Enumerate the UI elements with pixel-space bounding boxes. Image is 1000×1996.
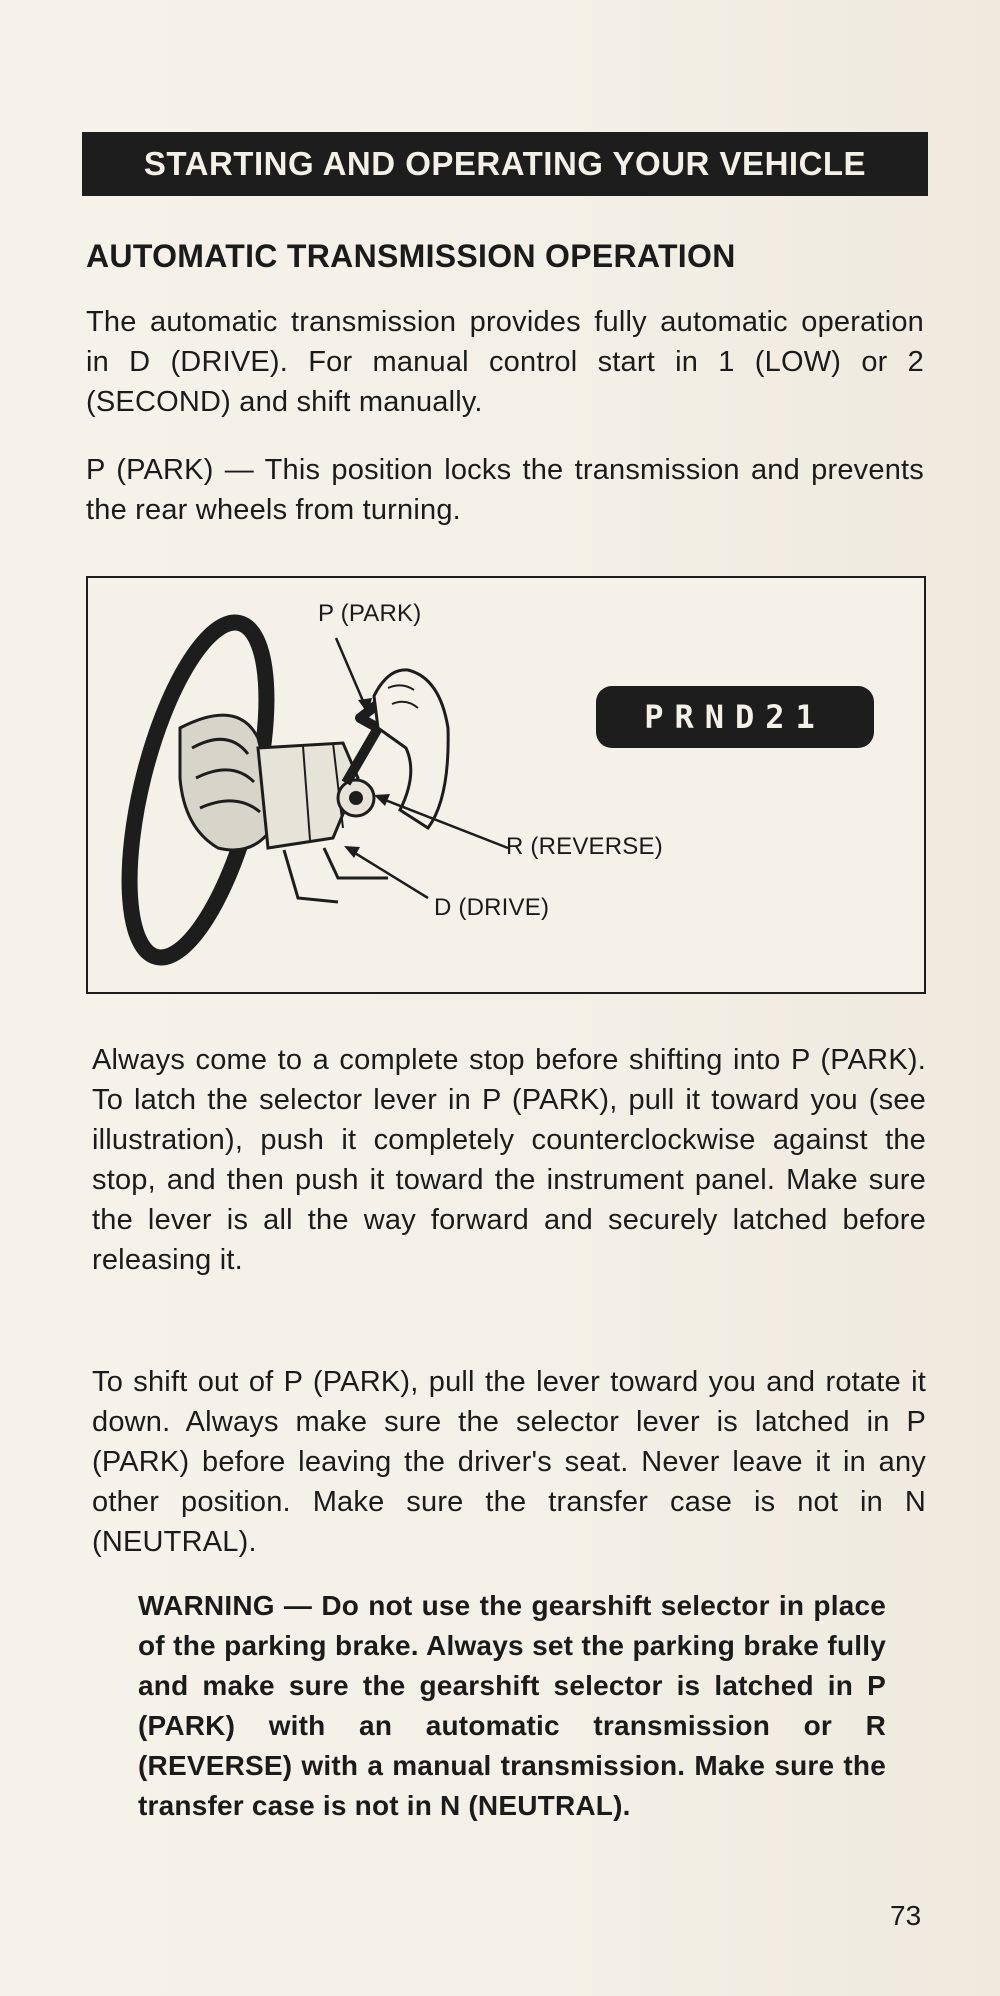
- gear-selector-illustration: [86, 576, 926, 994]
- page-number: 73: [890, 1900, 922, 1931]
- park-paragraph: P (PARK) — This position locks the transmission and prevents the rear wheels from turning.: [86, 454, 924, 526]
- latch-paragraph: Always come to a complete stop before shifting into P (PARK). To latch the selector lever in P (PARK), pull it toward you (see illustration), push it completely counterclockwise against the stop, and then push it toward the instrument panel. Make sure the lever is all the way forward and securely latched before releasing it.: [92, 1044, 926, 1276]
- prnd-indicator-text: PRND21: [644, 698, 826, 736]
- prnd-indicator: [596, 686, 874, 748]
- label-park: P (PARK): [318, 600, 422, 627]
- shift-out-paragraph: To shift out of P (PARK), pull the lever toward you and rotate it down. Always make sure the selector lever is latched in P (PARK) before leaving the driver's seat. Never leave it in any other position. Make sure the transfer case is not in N (NEUTRAL).: [92, 1366, 926, 1558]
- intro-paragraph: The automatic transmission provides fully automatic operation in D (DRIVE). For manual control start in 1 (LOW) or 2 (SECOND) and shift manually.: [86, 306, 924, 418]
- steering-wheel-gear-selector-icon: [88, 578, 924, 992]
- section-header-title: STARTING AND OPERATING YOUR VEHICLE: [143, 145, 867, 182]
- warning-notice: WARNING — Do not use the gearshift selector in place of the parking brake. Always set the parking brake fully and make sure the gearshift selector is latched in P (PARK) with an automatic transmission or R (REVERSE) with a manual transmission. Make sure the transfer case is not in N (NEUTRAL).: [138, 1590, 886, 1821]
- label-drive: D (DRIVE): [434, 894, 550, 921]
- page-title: AUTOMATIC TRANSMISSION OPERATION: [86, 238, 736, 274]
- label-reverse: R (REVERSE): [506, 833, 663, 860]
- section-header-bar: [82, 132, 928, 196]
